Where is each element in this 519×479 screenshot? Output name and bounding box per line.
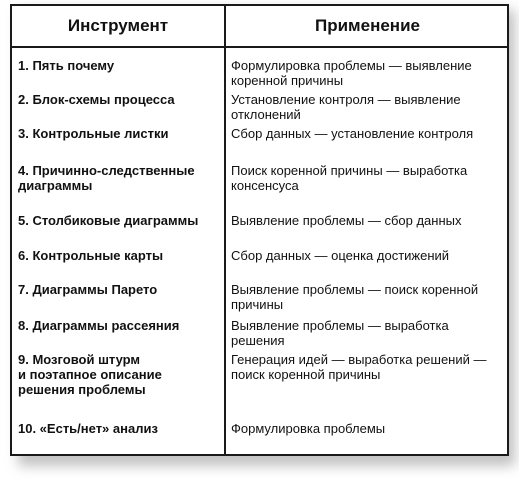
- tool-cell: 3. Контрольные листки: [18, 126, 169, 141]
- application-cell: Выявление проблемы — сбор данных: [231, 213, 462, 228]
- application-cell: Выявление проблемы — поиск коренной причины: [231, 282, 479, 312]
- application-cell: Формулировка проблемы — выявление коренной причины: [231, 58, 472, 88]
- tool-cell: 6. Контрольные карты: [18, 248, 164, 263]
- header-tool: Инструмент: [67, 16, 169, 35]
- tool-cell: 10. «Есть/нет» анализ: [18, 421, 158, 436]
- column-divider: [224, 6, 226, 454]
- application-cell: Сбор данных — оценка достижений: [231, 248, 450, 263]
- tools-table: [10, 4, 509, 456]
- tool-cell: 4. Причинно-следственные диаграммы: [18, 163, 195, 193]
- tool-cell: 8. Диаграммы рассеяния: [18, 318, 180, 333]
- application-cell: Выявление проблемы — выработка решения: [231, 318, 449, 348]
- tool-cell: 5. Столбиковые диаграммы: [18, 213, 199, 228]
- tool-cell: 1. Пять почему: [18, 58, 115, 73]
- application-cell: Генерация идей — выработка решений — поиск коренной причины: [231, 352, 487, 382]
- tool-cell: 7. Диаграммы Парето: [18, 282, 158, 297]
- tool-cell: 2. Блок-схемы процесса: [18, 92, 175, 107]
- application-cell: Поиск коренной причины — выработка консенсуса: [231, 163, 468, 193]
- table-header: [12, 6, 507, 48]
- application-cell: Сбор данных — установление контроля: [231, 126, 474, 141]
- header-application: Применение: [315, 16, 420, 35]
- application-cell: Установление контроля — выявление отклонений: [231, 92, 461, 122]
- application-cell: Формулировка проблемы: [231, 421, 386, 436]
- tool-cell: 9. Мозговой штурм и поэтапное описание решения проблемы: [18, 352, 162, 397]
